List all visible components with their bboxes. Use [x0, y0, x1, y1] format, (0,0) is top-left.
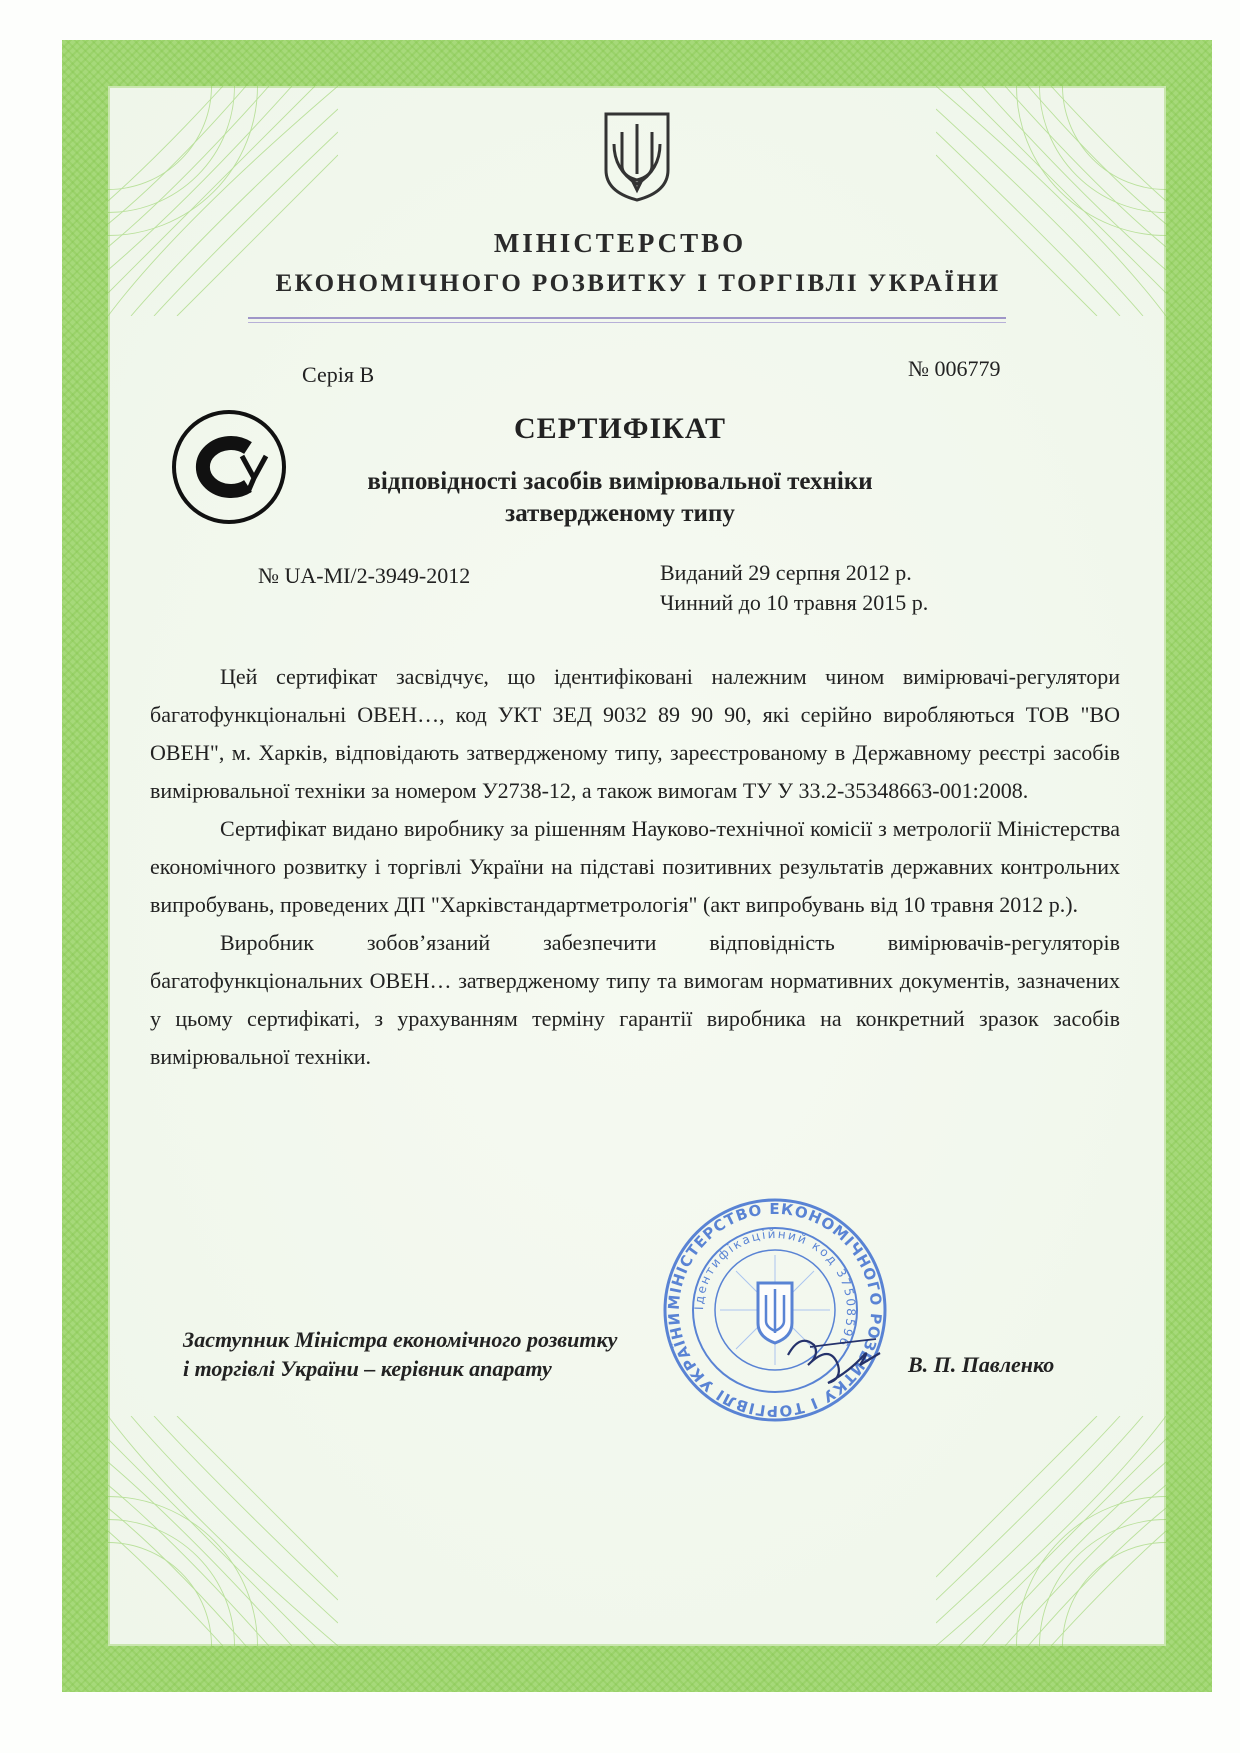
handwritten-signature: [780, 1325, 890, 1395]
stamp-text: Ідентифікаційний код 37508596: [691, 1226, 859, 1350]
certificate-series: Серія В: [302, 362, 375, 387]
trident-icon: [602, 110, 672, 202]
divider: [248, 322, 1006, 323]
certificate-subtitle-line2: затвердженому типу: [505, 500, 735, 527]
signer-position-line2: і торгівлі України – керівник апарату: [183, 1356, 552, 1381]
signer-position: Заступник Міністра економічного розвитку: [183, 1327, 618, 1352]
certificate-title: СЕРТИФІКАТ: [514, 412, 726, 445]
signer-name: В. П. Павленко: [908, 1352, 1055, 1377]
valid-until-date: Чинний до 10 травня 2015 р.: [660, 590, 929, 615]
body-paragraph: Виробник зобов’язаний забезпечити відповідність вимірювачів-регуляторів багатофункціональних ОВЕН… затвердженому типу та вимогам нормативних документів, зазначених у цьому сертифікаті, з урахуванням терміну гарантії виробника на конкретний зразок засобів вимірювальної техніки.: [150, 930, 1120, 1069]
stamp-text: МІНІСТЕРСТВО ЕКОНОМІЧНОГО РОЗВИТКУ І ТОРГІВЛІ УКРАЇНИ: [664, 1199, 886, 1421]
issue-date: Виданий 29 серпня 2012 р.: [660, 560, 912, 585]
certificate-subtitle: відповідності засобів вимірювальної техніки: [367, 468, 873, 495]
ministry-title: МІНІСТЕРСТВО: [493, 228, 747, 258]
body-paragraph: Сертифікат видано виробнику за рішенням Науково-технічної комісії з метрології Міністерства економічного розвитку і торгівлі України на підставі позитивних результатів державних контрольних випробувань, проведених ДП "Харківстандартметрологія" (акт випробувань від 10 травня 2012 р.).: [150, 816, 1120, 917]
certificate-body: [150, 658, 1120, 1076]
registration-number: № UA-MI/2-3949-2012: [258, 563, 471, 588]
body-paragraph: Цей сертифікат засвідчує, що ідентифіковані належним чином вимірювачі-регулятори багатофункціональні ОВЕН…, код УКТ ЗЕД 9032 89 90 90, які серійно виробляються ТОВ "ВО ОВЕН", м. Харків, відповідають затвердженому типу, зареєстрованому в Державному реєстрі засобів вимірювальної техніки за номером У2738-12, а також вимогам ТУ У 33.2-35348663-001:2008.: [150, 664, 1120, 803]
ministry-title-line2: ЕКОНОМІЧНОГО РОЗВИТКУ І ТОРГІВЛІ УКРАЇНИ: [275, 270, 1001, 297]
guilloche-ornament: [936, 1416, 1166, 1646]
guilloche-ornament: [108, 1416, 338, 1646]
certificate-number: № 006779: [908, 356, 1001, 381]
divider: [248, 317, 1006, 319]
